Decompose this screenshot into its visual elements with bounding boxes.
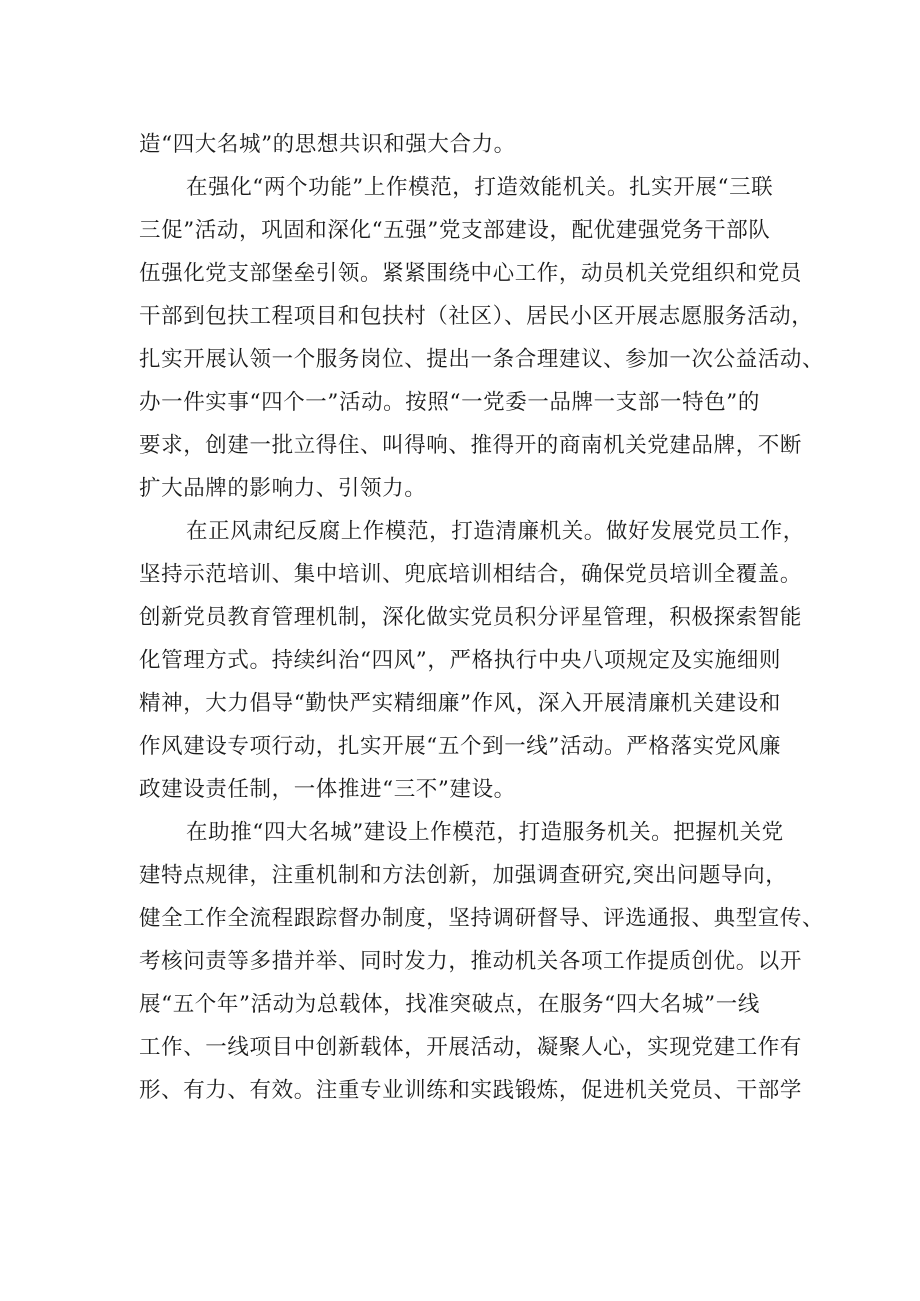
text-line: 办一件实事“四个一”活动。按照“一党委一品牌一支部一特色”的 (139, 390, 760, 415)
text-line: 建特点规律，注重机制和方法创新，加强调查研究,突出问题导向， (139, 863, 788, 888)
text-line: 形、有力、有效。注重专业训练和实践锻炼，促进机关党员、干部学 (139, 1078, 803, 1103)
text-line: 考核问责等多措并举、同时发力，推动机关各项工作提质创优。以开 (139, 949, 803, 974)
text-line: 化管理方式。持续纠治“四风”，严格执行中央八项规定及实施细则 (139, 648, 781, 673)
text-line: 作风建设专项行动，扎实开展“五个到一线”活动。严格落实党风廉 (139, 734, 781, 759)
text-line: 扎实开展认领一个服务岗位、提出一条合理建议、参加一次公益活动、 (139, 347, 825, 372)
text-line: 精神，大力倡导“勤快严实精细廉”作风，深入开展清廉机关建设和 (139, 691, 781, 716)
text-line: 展“五个年”活动为总载体，找准突破点，在服务“四大名城”一线 (139, 992, 760, 1017)
text-line: 三促”活动，巩固和深化“五强”党支部建设，配优建强党务干部队 (139, 218, 771, 243)
text-line: 工作、一线项目中创新载体，开展活动，凝聚人心，实现党建工作有 (139, 1035, 803, 1060)
text-line: 干部到包扶工程项目和包扶村（社区）、居民小区开展志愿服务活动， (139, 304, 814, 329)
text-line: 政建设责任制，一体推进“三不”建设。 (139, 777, 516, 802)
paragraph-start-line: 在强化“两个功能”上作模范，打造效能机关。扎实开展“三联 (186, 175, 774, 200)
text-line: 要求，创建一批立得住、叫得响、推得开的商南机关党建品牌，不断 (139, 433, 803, 458)
text-line: 健全工作全流程跟踪督办制度，坚持调研督导、评选通报、典型宣传、 (139, 906, 825, 931)
text-line: 坚持示范培训、集中培训、兜底培训相结合，确保党员培训全覆盖。 (139, 562, 803, 587)
paragraph-start-line: 在助推“四大名城”建设上作模范，打造服务机关。把握机关党 (186, 820, 784, 845)
paragraph-start-line: 在正风肃纪反腐上作模范，打造清廉机关。做好发展党员工作， (186, 519, 805, 544)
text-line: 造“四大名城”的思想共识和强大合力。 (139, 132, 516, 157)
text-line: 扩大品牌的影响力、引领力。 (139, 476, 427, 501)
text-line: 创新党员教育管理机制，深化做实党员积分评星管理，积极探索智能 (139, 605, 803, 630)
text-line: 伍强化党支部堡垒引领。紧紧围绕中心工作，动员机关党组织和党员 (139, 261, 803, 286)
